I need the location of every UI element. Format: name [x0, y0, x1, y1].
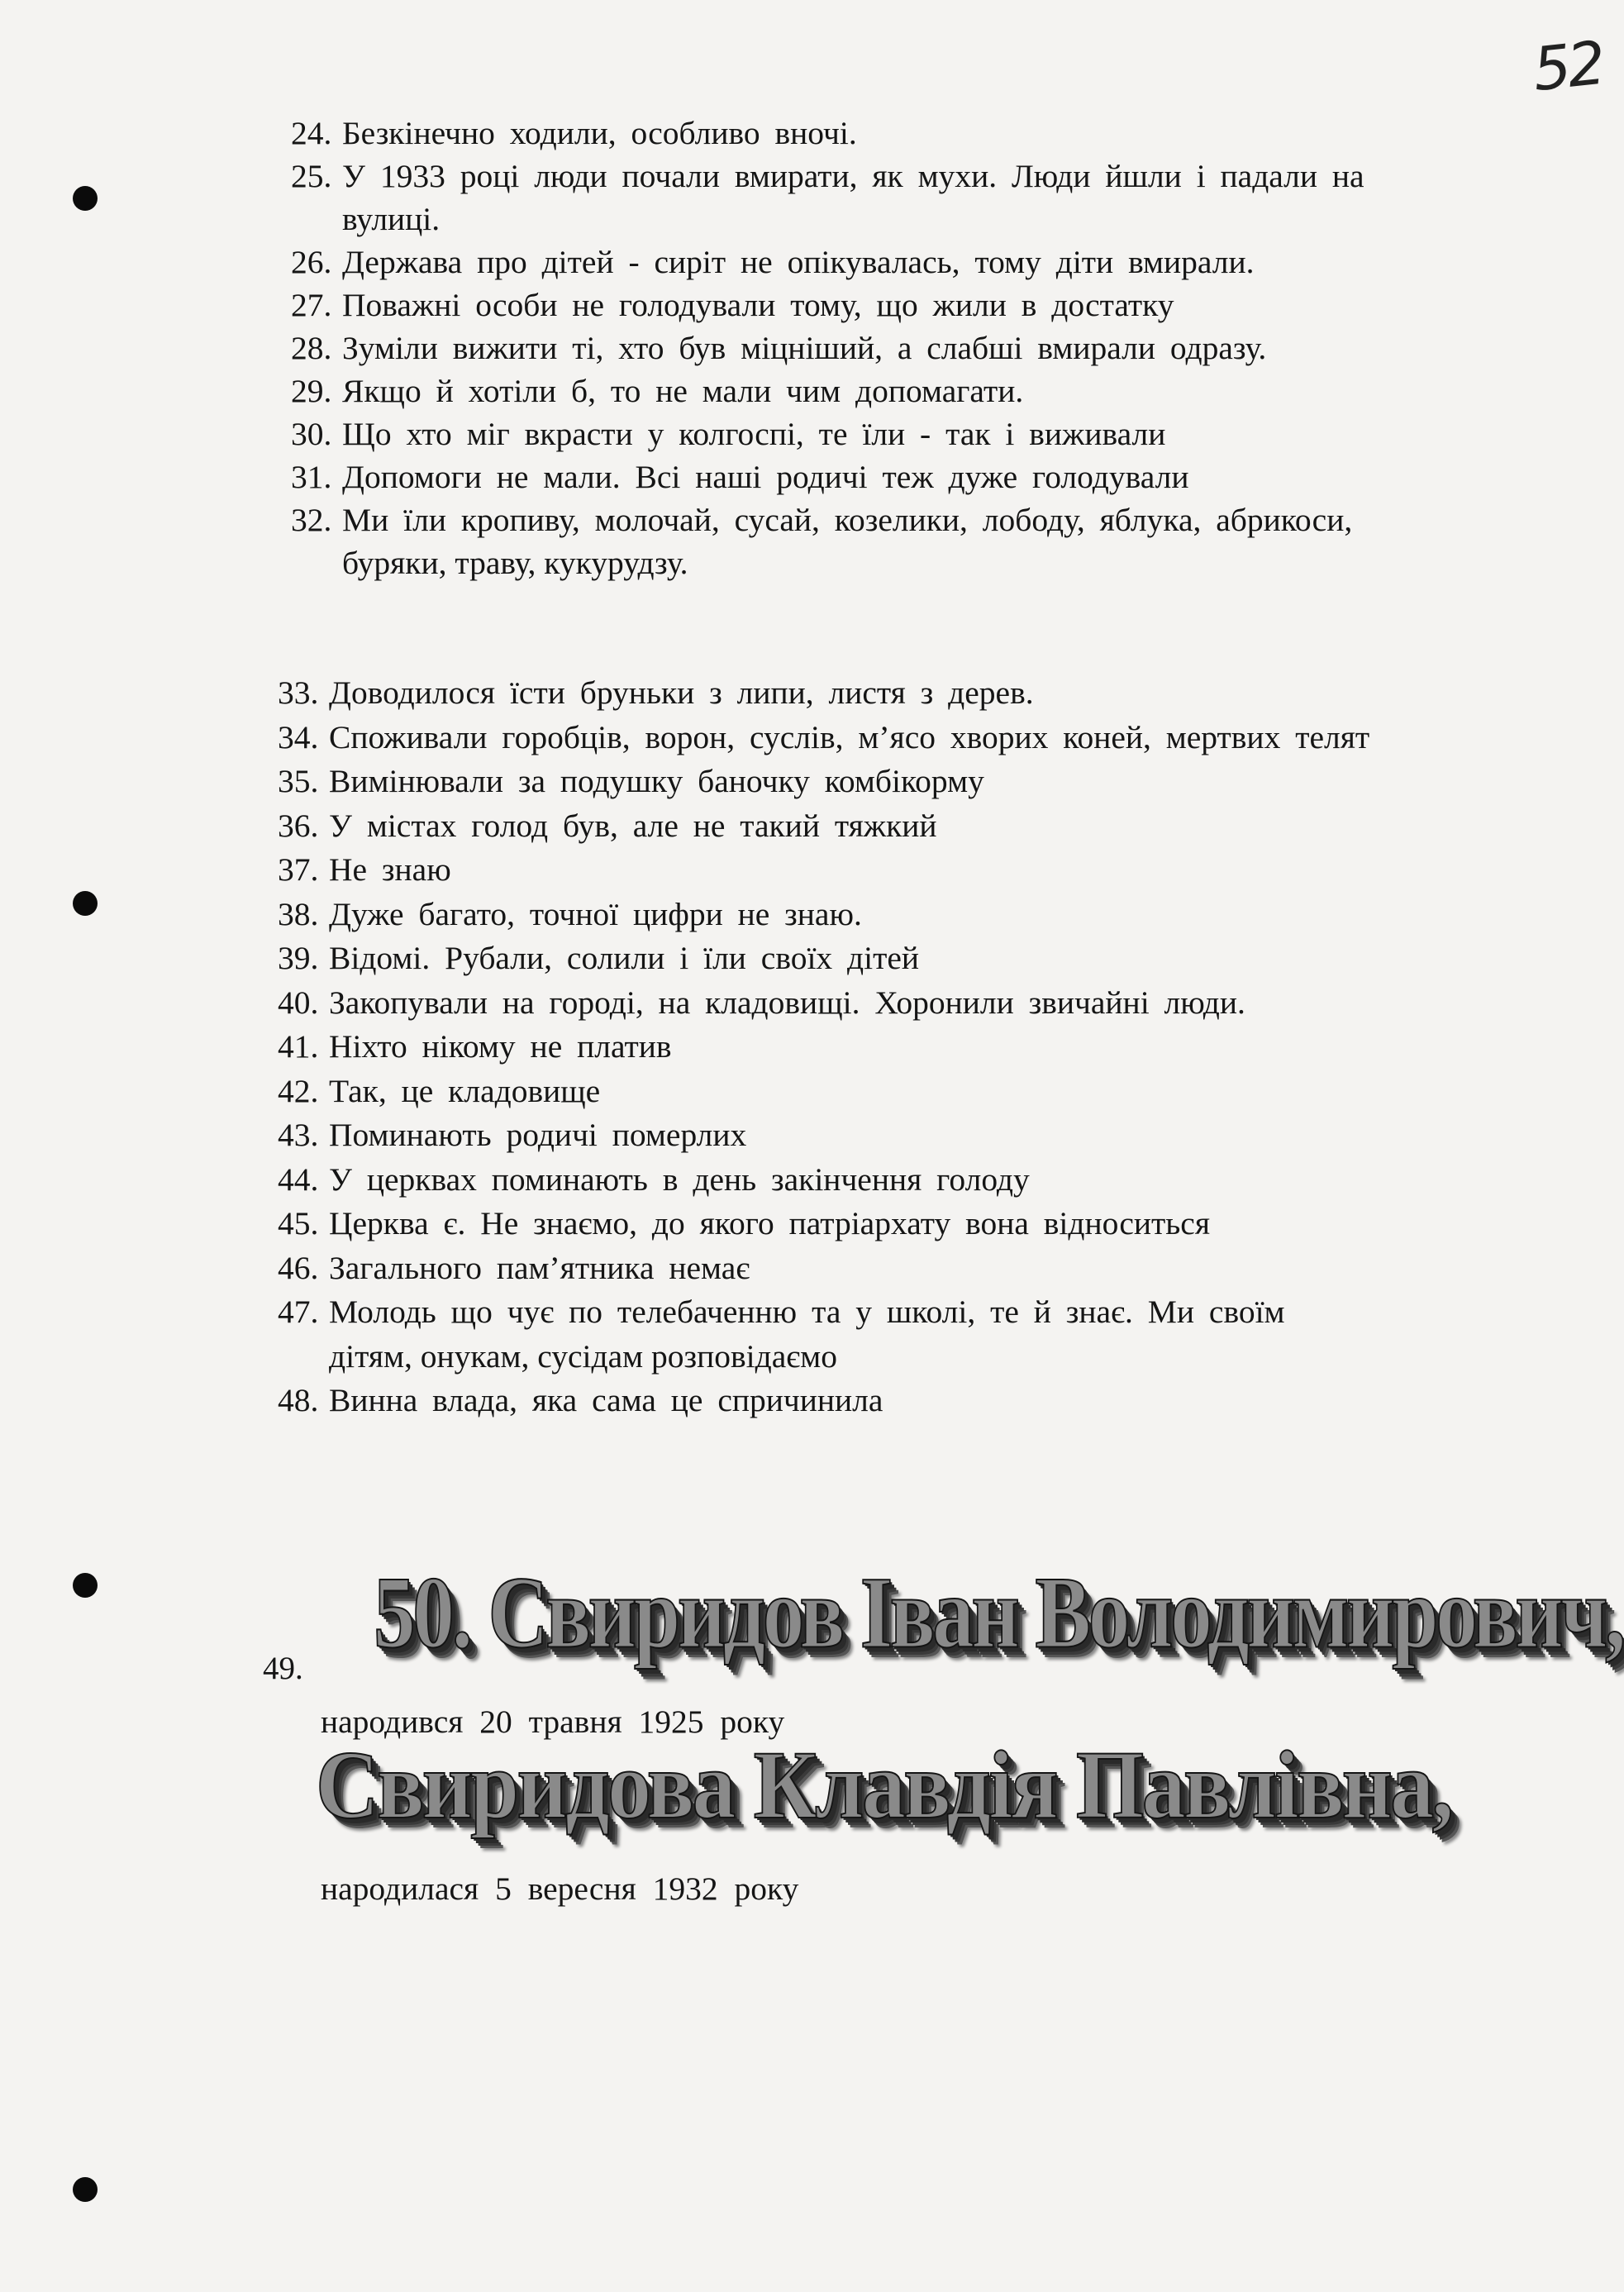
- answer-item: [278, 893, 1575, 937]
- answer-number: 25.: [291, 158, 332, 194]
- answer-number: 48.: [278, 1382, 319, 1418]
- answer-item: [291, 455, 1593, 498]
- answer-number: 37.: [278, 851, 319, 888]
- answer-item: [278, 804, 1575, 849]
- answer-item: [278, 936, 1575, 981]
- answer-text: Загального пам’ятника немає: [329, 1249, 750, 1286]
- punch-hole: [73, 2177, 98, 2202]
- answer-number: 40.: [278, 984, 319, 1021]
- birth-date-1: народився 20 травня 1925 року: [321, 1704, 785, 1740]
- answer-item: [291, 369, 1593, 412]
- answer-text: Винна влада, яка сама це спричинила: [329, 1382, 883, 1418]
- answer-number: 42.: [278, 1072, 319, 1109]
- answer-number: 39.: [278, 940, 319, 976]
- answer-item: [278, 1113, 1575, 1158]
- page-number: 52: [1529, 27, 1606, 105]
- answer-number: 38.: [278, 895, 319, 932]
- answer-item: [278, 760, 1575, 804]
- answer-text: Поминають родичі померлих: [329, 1117, 747, 1153]
- birth-date-2: народилася 5 вересня 1932 року: [321, 1870, 799, 1907]
- answer-number: 43.: [278, 1117, 319, 1153]
- answer-text: Що хто міг вкрасти у колгоспі, те їли - так і виживали: [342, 416, 1166, 452]
- answer-text: Поважні особи не голодували тому, що жили в достатку: [342, 287, 1174, 323]
- answer-number: 36.: [278, 807, 319, 844]
- answer-text: Ми їли кропиву, молочай, сусай, козелики, лободу, яблука, абрикоси,: [342, 502, 1353, 538]
- person-name-2: Свиридова Клавдія Павлівна,: [316, 1731, 1452, 1839]
- answer-item: [278, 848, 1575, 893]
- answer-text: Якщо й хотіли б, то не мали чим допомагати.: [342, 373, 1024, 409]
- answer-number: 33.: [278, 674, 319, 711]
- answer-number: 47.: [278, 1294, 319, 1330]
- answer-text: У містах голод був, але не такий тяжкий: [329, 807, 937, 844]
- answer-number: 24.: [291, 115, 332, 151]
- answer-text: У церквах поминають в день закінчення голоду: [329, 1160, 1030, 1198]
- answer-item: [291, 498, 1593, 584]
- answer-text: Безкінечно ходили, особливо вночі.: [342, 115, 857, 151]
- answer-item: [291, 112, 1593, 155]
- answer-number: 27.: [291, 287, 332, 323]
- answer-item: [278, 1246, 1575, 1291]
- answer-text: У 1933 році люди почали вмирати, як мухи. Люди йшли і падали на: [342, 158, 1364, 194]
- answer-number: 45.: [278, 1205, 319, 1241]
- answer-text-continuation: вулиці.: [342, 201, 441, 237]
- answer-number: 31.: [291, 459, 332, 495]
- answer-text-continuation: дітям, онукам, сусідам розповідаємо: [329, 1337, 837, 1375]
- answer-number: 32.: [291, 502, 332, 538]
- answer-text: Ніхто нікому не платив: [329, 1028, 672, 1065]
- answer-item: [291, 412, 1593, 455]
- answer-number: 28.: [291, 330, 332, 366]
- answers-list-bottom: [278, 671, 1575, 1423]
- answer-item: [291, 284, 1593, 326]
- answer-number: 44.: [278, 1160, 319, 1198]
- answer-text: Дуже багато, точної цифри не знаю.: [329, 895, 862, 932]
- answer-item: [278, 1202, 1575, 1246]
- answer-item: [278, 1070, 1575, 1114]
- answer-item: [291, 326, 1593, 369]
- answer-number: 35.: [278, 763, 319, 799]
- answer-number: 26.: [291, 244, 332, 280]
- answer-item: [291, 241, 1593, 284]
- answer-text: Відомі. Рубали, солили і їли своїх дітей: [329, 940, 920, 976]
- punch-hole: [73, 186, 98, 211]
- answer-text-continuation: буряки, траву, кукурудзу.: [342, 545, 688, 581]
- punch-hole: [73, 891, 98, 916]
- person-name-1: 50. Свиридов Іван Володимирович,: [374, 1556, 1623, 1670]
- answers-list-top: [291, 112, 1593, 584]
- answer-number: 30.: [291, 416, 332, 452]
- answer-text: Держава про дітей - сиріт не опікувалась, тому діти вмирали.: [342, 244, 1255, 280]
- answer-number: 34.: [278, 718, 319, 755]
- answer-item: [278, 1158, 1575, 1203]
- answer-text: Так, це кладовище: [329, 1072, 601, 1109]
- answer-item: [278, 981, 1575, 1026]
- answer-number: 46.: [278, 1249, 319, 1286]
- punch-hole: [73, 1573, 98, 1598]
- answer-item: [291, 155, 1593, 241]
- answer-item: [278, 1025, 1575, 1070]
- answer-text: Допомоги не мали. Всі наші родичі теж дуже голодували: [342, 459, 1189, 495]
- answer-item: [278, 716, 1575, 760]
- answer-item: [278, 1290, 1575, 1379]
- answer-item: [278, 671, 1575, 716]
- answer-text: Молодь що чує по телебаченню та у школі, те й знає. Ми своїм: [329, 1294, 1285, 1330]
- answer-text: Церква є. Не знаємо, до якого патріархату вона відноситься: [329, 1205, 1210, 1241]
- answer-text: Закопували на городі, на кладовищі. Хоронили звичайні люди.: [329, 984, 1245, 1021]
- answer-number: 41.: [278, 1028, 319, 1065]
- item-number-49: 49.: [263, 1651, 303, 1686]
- answer-text: Вимінювали за подушку баночку комбікорму: [329, 763, 984, 799]
- answer-text: Доводилося їсти бруньки з липи, листя з дерев.: [329, 674, 1034, 711]
- answer-number: 29.: [291, 373, 332, 409]
- answer-text: Зуміли вижити ті, хто був міцніший, а слабші вмирали одразу.: [342, 330, 1267, 366]
- answer-text: Не знаю: [329, 851, 451, 888]
- answer-text: Споживали горобців, ворон, суслів, м’ясо хворих коней, мертвих телят: [329, 718, 1370, 755]
- answer-item: [278, 1379, 1575, 1423]
